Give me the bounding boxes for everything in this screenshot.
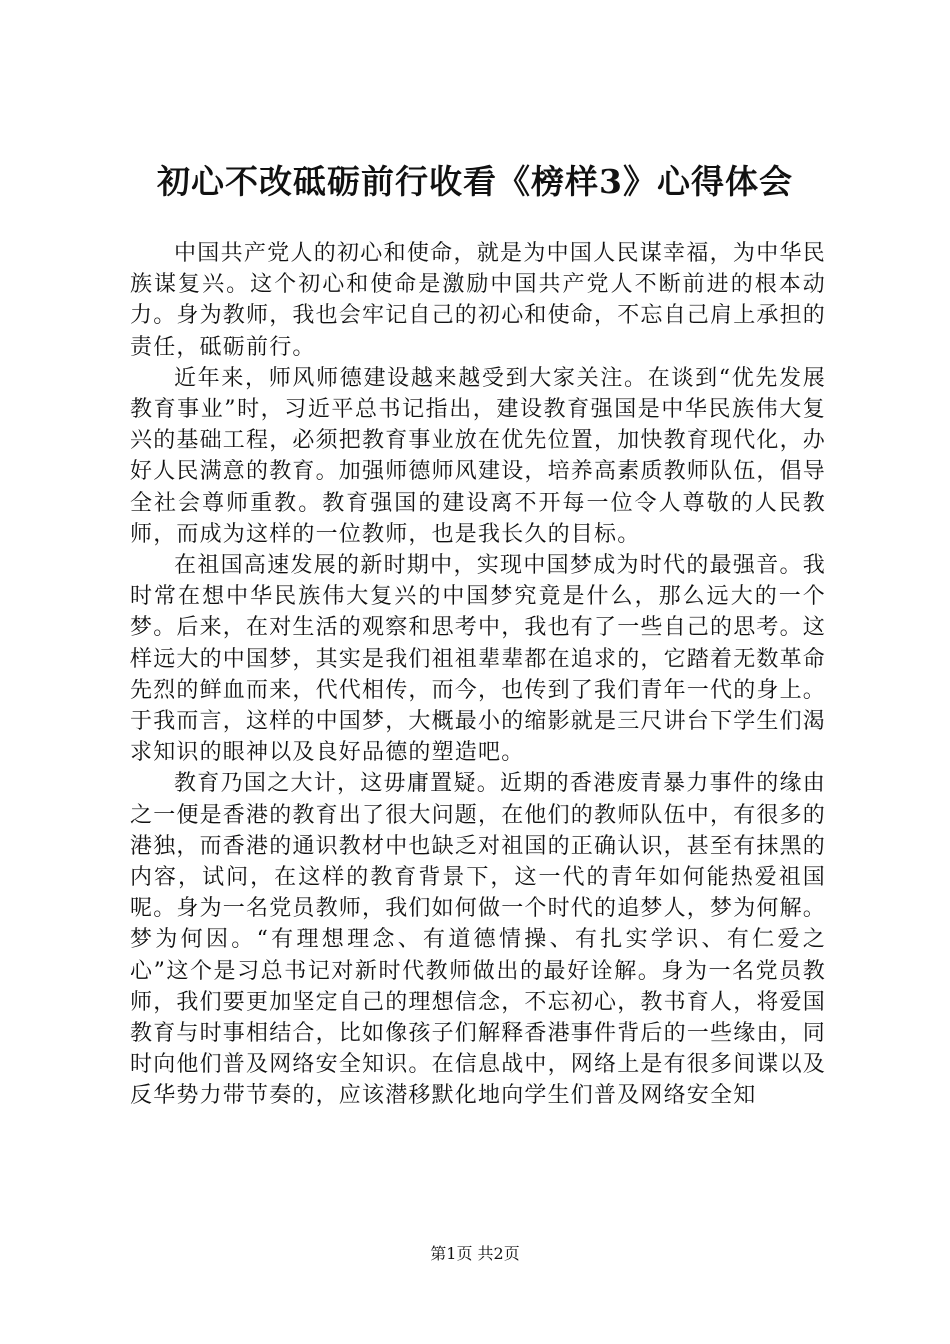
paragraph-2: 近年来，师风师德建设越来越受到大家关注。在谈到“优先发展教育事业”时，习近平总书记指出，建设教育强国是中华民族伟大复兴的基础工程，必须把教育事业放在优先位置，加快教育现代化，办好人民满意的教育。加强师德师风建设，培养高素质教师队伍，倡导全社会尊师重教。教育强国的建设离不开每一位令人尊敬的人民教师，而成为这样的一位教师，也是我长久的目标。	[130, 365, 827, 547]
paragraph-1: 中国共产党人的初心和使命，就是为中国人民谋幸福，为中华民族谋复兴。这个初心和使命是激励中国共产党人不断前进的根本动力。身为教师，我也会牢记自己的初心和使命，不忘自己肩上承担的责任，砥砺前行。	[130, 241, 827, 360]
paragraph-4: 教育乃国之大计，这毋庸置疑。近期的香港废青暴力事件的缘由之一便是香港的教育出了很大问题，在他们的教师队伍中，有很多的港独，而香港的通识教材中也缺乏对祖国的正确认识，甚至有抹黑的内容，试问，在这样的教育背景下，这一代的青年如何能热爱祖国呢。身为一名党员教师，我们如何做一个时代的追梦人，梦为何解。梦为何因。“有理想理念、有道德情操、有扎实学识、有仁爱之心”这个是习总书记对新时代教师做出的最好诠解。身为一名党员教师，我们要更加坚定自己的理想信念，不忘初心，教书育人，将爱国教育与时事相结合，比如像孩子们解释香港事件背后的一些缘由，同时向他们普及网络安全知识。在信息战中，网络上是有很多间谍以及反华势力带节奏的，应该潜移默化地向学生们普及网络安全知	[130, 771, 827, 1109]
page-footer: 第1页 共2页	[430, 1244, 520, 1263]
page-title: 初心不改砥砺前行收看《榜样3》心得体会	[157, 162, 793, 201]
document-body	[130, 238, 826, 1112]
paragraph-3: 在祖国高速发展的新时期中，实现中国梦成为时代的最强音。我时常在想中华民族伟大复兴的中国梦究竟是什么，那么远大的一个梦。后来，在对生活的观察和思考中，我也有了一些自己的思考。这样远大的中国梦，其实是我们祖祖辈辈都在追求的，它踏着无数革命先烈的鲜血而来，代代相传，而今，也传到了我们青年一代的身上。于我而言，这样的中国梦，大概最小的缩影就是三尺讲台下学生们渴求知识的眼神以及良好品德的塑造吧。	[130, 553, 827, 766]
